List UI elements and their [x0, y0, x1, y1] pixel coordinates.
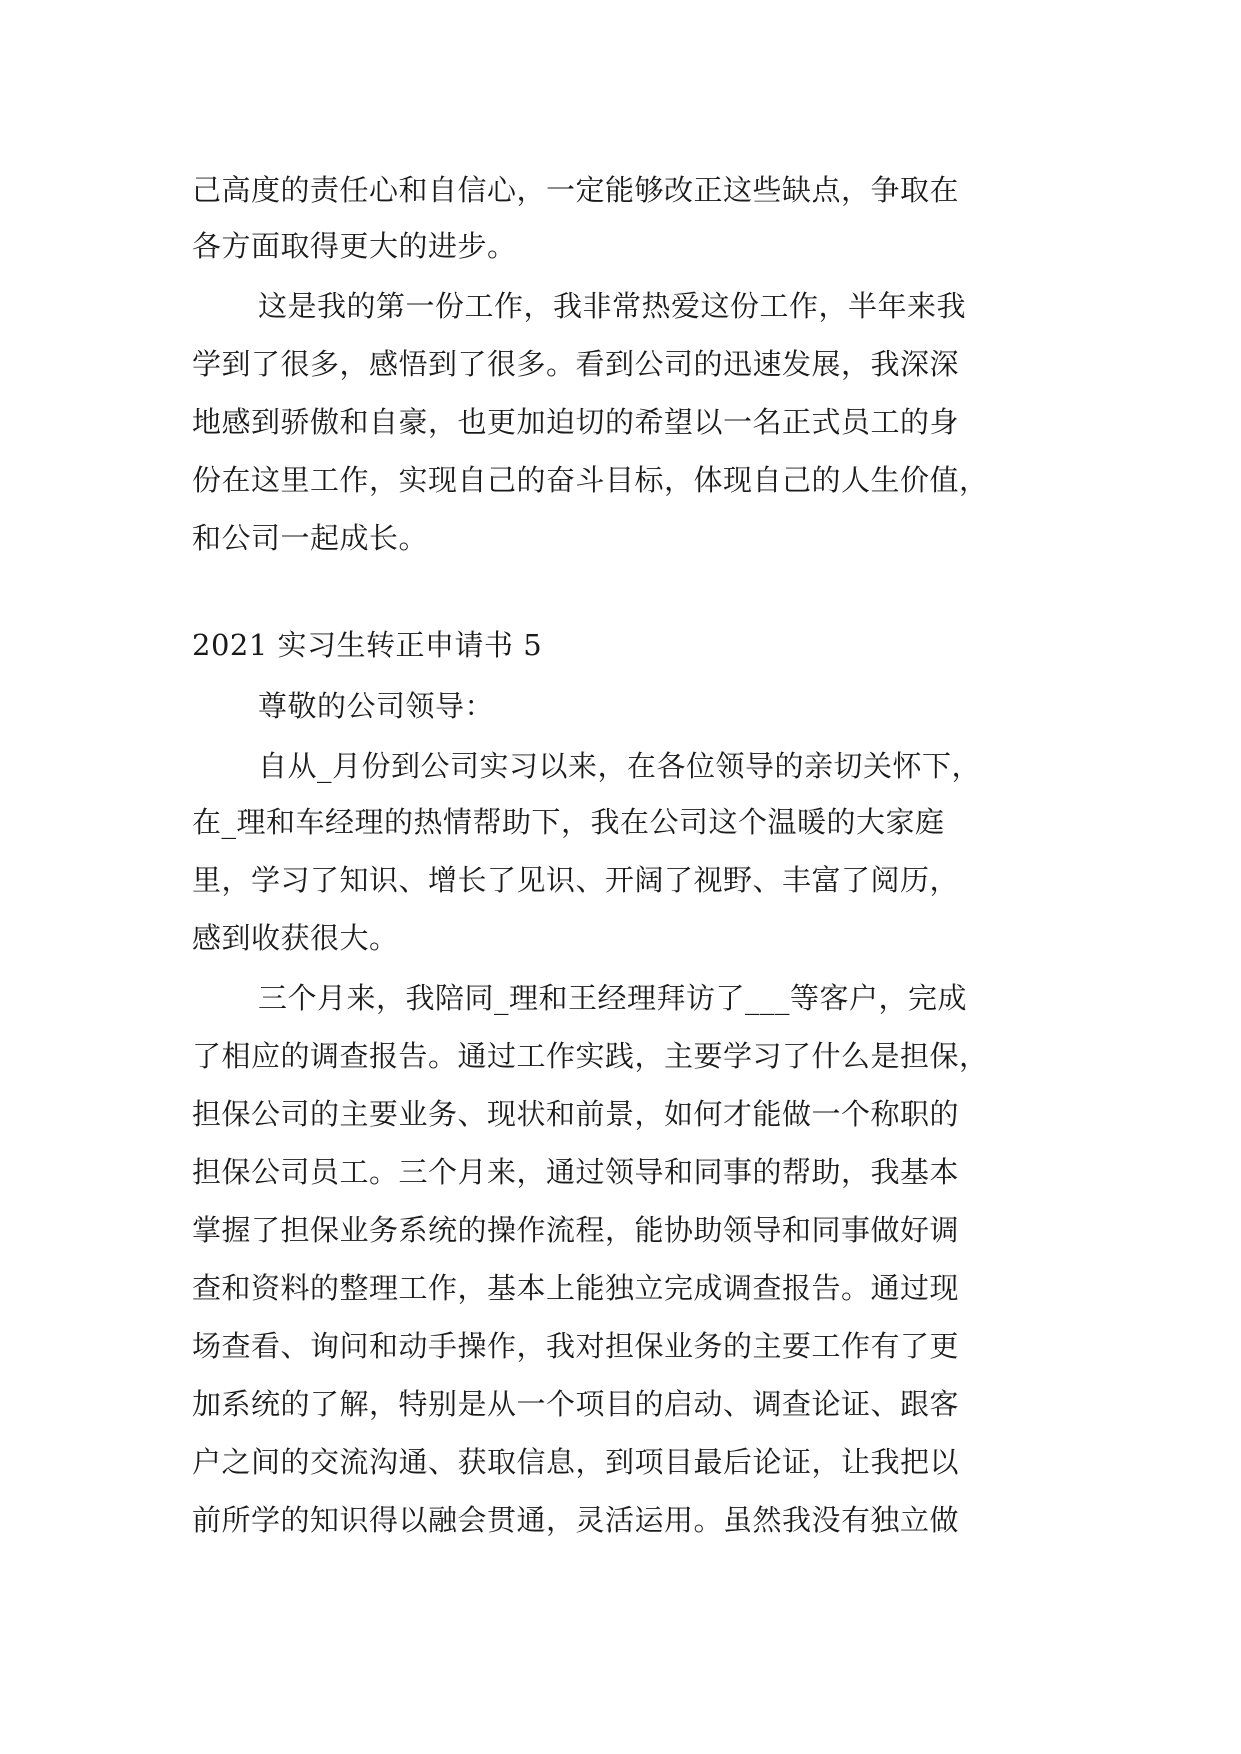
paragraph-start-line: 自从_月份到公司实习以来，在各位领导的亲切关怀下， — [258, 749, 982, 783]
paragraph-start-line: 这是我的第一份工作，我非常热爱这份工作，半年来我 — [258, 289, 967, 323]
text-line: 地感到骄傲和自豪，也更加迫切的希望以一名正式员工的身 — [192, 405, 960, 439]
text-line: 在_理和车经理的热情帮助下，我在公司这个温暖的大家庭 — [192, 805, 945, 839]
text-line: 户之间的交流沟通、获取信息，到项目最后论证，让我把以 — [192, 1445, 960, 1479]
salutation: 尊敬的公司领导： — [258, 689, 495, 723]
paragraph-start-line: 三个月来，我陪同_理和王经理拜访了___等客户，完成 — [258, 981, 968, 1015]
text-line: 场查看、询问和动手操作，我对担保业务的主要工作有了更 — [192, 1329, 960, 1363]
text-line: 担保公司员工。三个月来，通过领导和同事的帮助，我基本 — [192, 1155, 960, 1189]
text-line: 了相应的调查报告。通过工作实践，主要学习了什么是担保， — [192, 1039, 989, 1073]
text-line: 前所学的知识得以融会贯通，灵活运用。虽然我没有独立做 — [192, 1503, 960, 1537]
text-line: 查和资料的整理工作，基本上能独立完成调查报告。通过现 — [192, 1271, 960, 1305]
text-line: 学到了很多，感悟到了很多。看到公司的迅速发展，我深深 — [192, 347, 960, 381]
text-line: 加系统的了解，特别是从一个项目的启动、调查论证、跟客 — [192, 1387, 960, 1421]
section-heading: 2021 实习生转正申请书 5 — [192, 628, 543, 662]
text-line: 己高度的责任心和自信心，一定能够改正这些缺点，争取在 — [192, 173, 960, 207]
text-line: 份在这里工作，实现自己的奋斗目标，体现自己的人生价值， — [192, 463, 989, 497]
text-line: 担保公司的主要业务、现状和前景，如何才能做一个称职的 — [192, 1097, 960, 1131]
text-line: 各方面取得更大的进步。 — [192, 229, 517, 263]
text-line: 感到收获很大。 — [192, 921, 399, 955]
text-line: 掌握了担保业务系统的操作流程，能协助领导和同事做好调 — [192, 1213, 960, 1247]
text-line: 里，学习了知识、增长了见识、开阔了视野、丰富了阅历， — [192, 863, 960, 897]
text-line: 和公司一起成长。 — [192, 521, 429, 555]
